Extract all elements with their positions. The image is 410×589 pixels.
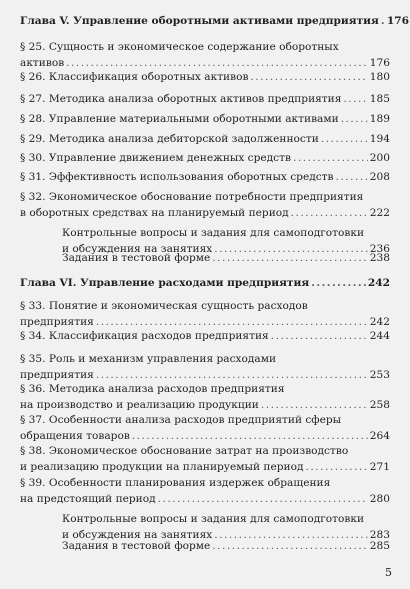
toc-entry-text: § 39. Особенности планирования издержек обращения	[20, 477, 331, 489]
toc-page-number: 194	[369, 133, 390, 145]
toc-entry-text: предприятия	[20, 316, 94, 328]
toc-entry-text: предприятия	[20, 369, 94, 381]
dot-leader	[343, 92, 367, 106]
toc-entry-text: в оборотных средствах на планируемый период	[20, 207, 289, 219]
toc-line	[20, 444, 348, 458]
dot-leader	[250, 70, 367, 84]
toc-line	[20, 492, 390, 506]
toc-page-number: 189	[369, 113, 390, 125]
toc-entry-text: Контрольные вопросы и задания для самоподготовки	[62, 513, 365, 525]
toc-page-number: 222	[369, 207, 390, 219]
toc-line	[20, 206, 390, 220]
toc-entry-text: § 26. Классификация оборотных активов	[20, 71, 249, 83]
toc-entry-text: § 36. Методика анализа расходов предприятия	[20, 383, 285, 395]
dot-leader	[305, 460, 367, 474]
toc-line	[20, 299, 308, 313]
toc-page-number: 208	[369, 171, 390, 183]
toc-line	[20, 460, 390, 474]
toc-page-number: 180	[369, 71, 390, 83]
toc-entry-text: и обсуждения на занятиях	[62, 243, 213, 255]
toc-entry-text: § 27. Методика анализа оборотных активов предприятия	[20, 93, 342, 105]
toc-line	[20, 56, 390, 70]
toc-line	[20, 151, 390, 165]
toc-page-number: 258	[369, 399, 390, 411]
toc-entry-text: Задания в тестовой форме	[62, 252, 211, 264]
dot-leader	[293, 151, 368, 165]
toc-line	[20, 112, 390, 126]
toc-page-number: 242	[367, 277, 390, 289]
toc-line	[62, 512, 364, 526]
dot-leader	[341, 112, 368, 126]
toc-line	[20, 14, 409, 28]
dot-leader	[96, 315, 368, 329]
dot-leader	[132, 429, 368, 443]
toc-page-number: 176	[369, 57, 390, 69]
toc-line	[20, 132, 390, 146]
toc-entry-text: активов	[20, 57, 65, 69]
toc-entry-text: Глава V. Управление оборотными активами предприятия	[20, 15, 379, 27]
toc-entry-text: § 38. Экономическое обоснование затрат на производство	[20, 445, 349, 457]
dot-leader	[158, 492, 368, 506]
toc-entry-text: § 33. Понятие и экономическая сущность расходов	[20, 300, 308, 312]
toc-entry-text: обращения товаров	[20, 430, 130, 442]
toc-line	[20, 368, 390, 382]
toc-entry-text: § 30. Управление движением денежных средств	[20, 152, 291, 164]
dot-leader	[271, 329, 368, 343]
toc-line	[20, 382, 285, 396]
dot-leader	[291, 206, 368, 220]
page-number: 5	[385, 566, 392, 579]
dot-leader	[212, 251, 367, 265]
toc-entry-text: и реализацию продукции на планируемый период	[20, 461, 304, 473]
toc-entry-text: на предстоящий период	[20, 493, 156, 505]
toc-entry-text: § 35. Роль и механизм управления расходами	[20, 353, 277, 365]
toc-line	[20, 170, 390, 184]
toc-line	[20, 413, 341, 427]
toc-page-number: 200	[369, 152, 390, 164]
toc-line	[20, 476, 330, 490]
toc-entry-text: Контрольные вопросы и задания для самоподготовки	[62, 227, 365, 239]
dot-leader	[321, 132, 368, 146]
toc-page-number: 280	[369, 493, 390, 505]
toc-page-number: 185	[369, 93, 390, 105]
toc-entry-text: на производство и реализацию продукции	[20, 399, 259, 411]
toc-entry-text: § 28. Управление материальными оборотными активами	[20, 113, 339, 125]
dot-leader	[381, 14, 385, 28]
toc-line	[20, 92, 390, 106]
toc-entry-text: § 32. Экономическое обоснование потребности предприятия	[20, 191, 364, 203]
toc-entry-text: § 25. Сущность и экономическое содержание оборотных	[20, 41, 339, 53]
toc-line	[62, 226, 364, 240]
toc-page-number: 264	[369, 430, 390, 442]
dot-leader	[212, 539, 367, 553]
toc-line	[20, 315, 390, 329]
toc-entry-text: Глава VI. Управление расходами предприятия	[20, 277, 310, 289]
toc-line	[20, 429, 390, 443]
toc-line	[20, 276, 390, 290]
toc-line	[20, 352, 276, 366]
toc-page-number: 242	[369, 316, 390, 328]
toc-entry-text: § 37. Особенности анализа расходов предприятий сферы	[20, 414, 342, 426]
toc-entry-text: § 31. Эффективность использования оборотных средств	[20, 171, 334, 183]
dot-leader	[66, 56, 368, 70]
toc-line	[20, 329, 390, 343]
toc-page-number: 285	[369, 540, 390, 552]
toc-page-number: 236	[369, 243, 390, 255]
toc-line	[20, 190, 363, 204]
toc-page-number: 253	[369, 369, 390, 381]
toc-line	[62, 251, 390, 265]
toc-line	[20, 398, 390, 412]
toc-entry-text: и обсуждения на занятиях	[62, 529, 213, 541]
toc-entry-text: Задания в тестовой форме	[62, 540, 211, 552]
toc-line	[20, 70, 390, 84]
dot-leader	[336, 170, 368, 184]
toc-page-number: 244	[369, 330, 390, 342]
dot-leader	[96, 368, 368, 382]
toc-page-number: 283	[369, 529, 390, 541]
toc-page-number: 176	[386, 15, 409, 27]
toc-entry-text: § 34. Классификация расходов предприятия	[20, 330, 269, 342]
dot-leader	[311, 276, 366, 290]
dot-leader	[261, 398, 368, 412]
toc-line	[62, 539, 390, 553]
toc-page-number: 238	[369, 252, 390, 264]
toc-entry-text: § 29. Методика анализа дебиторской задолженности	[20, 133, 319, 145]
toc-line	[20, 40, 339, 54]
toc-page-number: 271	[369, 461, 390, 473]
